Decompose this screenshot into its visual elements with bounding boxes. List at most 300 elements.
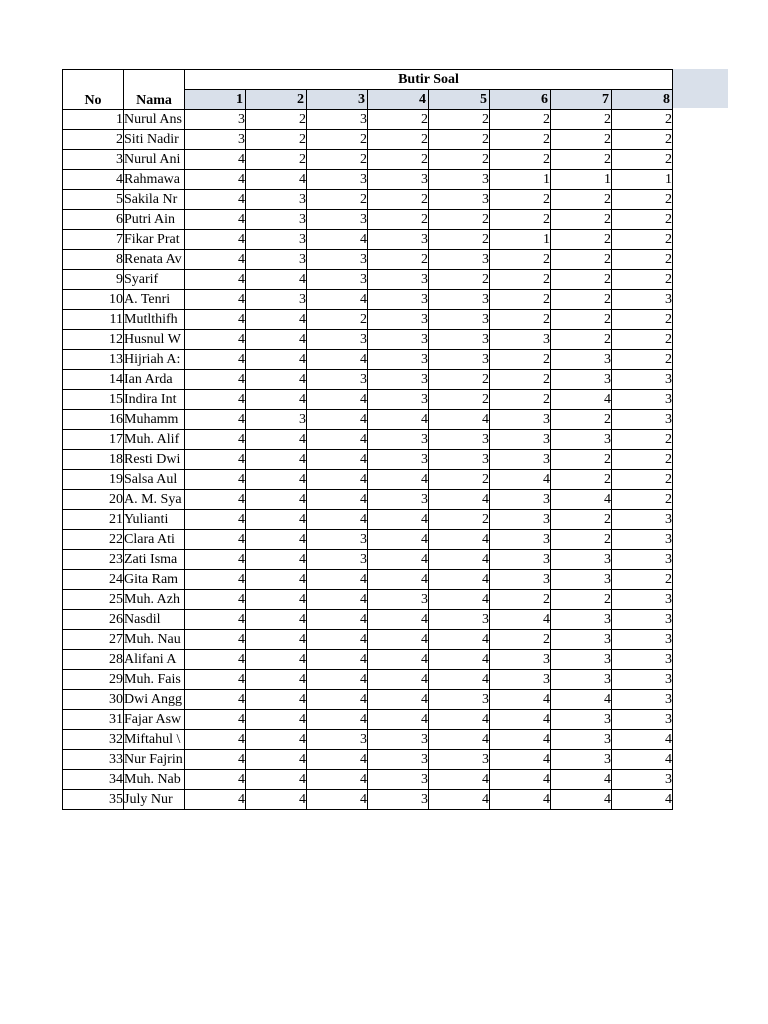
- cell-score[interactable]: 3: [612, 370, 673, 390]
- cell-no[interactable]: 25: [63, 590, 124, 610]
- cell-nama[interactable]: Nurul Ani: [124, 150, 185, 170]
- cell-score[interactable]: 3: [429, 430, 490, 450]
- header-item-2[interactable]: 2: [246, 90, 307, 110]
- cell-score[interactable]: 2: [612, 350, 673, 370]
- cell-score[interactable]: 4: [246, 650, 307, 670]
- cell-score[interactable]: 4: [185, 790, 246, 810]
- cell-score[interactable]: 1: [551, 170, 612, 190]
- cell-score[interactable]: 2: [551, 150, 612, 170]
- cell-score[interactable]: 4: [246, 770, 307, 790]
- cell-score[interactable]: 4: [429, 570, 490, 590]
- cell-score[interactable]: 4: [185, 210, 246, 230]
- cell-nama[interactable]: Nur Fajrin: [124, 750, 185, 770]
- cell-score[interactable]: 2: [490, 310, 551, 330]
- cell-nama[interactable]: Muh. Alif: [124, 430, 185, 450]
- cell-score[interactable]: 4: [246, 750, 307, 770]
- cell-score[interactable]: 4: [429, 550, 490, 570]
- cell-score[interactable]: 4: [429, 530, 490, 550]
- cell-score[interactable]: 4: [185, 590, 246, 610]
- cell-score[interactable]: 4: [490, 750, 551, 770]
- cell-score[interactable]: 4: [307, 610, 368, 630]
- cell-no[interactable]: 10: [63, 290, 124, 310]
- cell-score[interactable]: 4: [185, 530, 246, 550]
- header-item-5[interactable]: 5: [429, 90, 490, 110]
- cell-score[interactable]: 3: [490, 430, 551, 450]
- cell-score[interactable]: 4: [368, 710, 429, 730]
- cell-score[interactable]: 4: [368, 610, 429, 630]
- cell-score[interactable]: 3: [429, 310, 490, 330]
- cell-score[interactable]: 2: [429, 390, 490, 410]
- cell-score[interactable]: 4: [307, 750, 368, 770]
- cell-score[interactable]: 2: [551, 330, 612, 350]
- cell-score[interactable]: 2: [307, 310, 368, 330]
- cell-score[interactable]: 4: [185, 270, 246, 290]
- cell-score[interactable]: 3: [612, 630, 673, 650]
- cell-score[interactable]: 4: [307, 650, 368, 670]
- cell-score[interactable]: 3: [368, 390, 429, 410]
- cell-score[interactable]: 4: [246, 570, 307, 590]
- cell-score[interactable]: 2: [368, 250, 429, 270]
- cell-score[interactable]: 4: [429, 770, 490, 790]
- cell-score[interactable]: 4: [307, 350, 368, 370]
- cell-score[interactable]: 2: [307, 130, 368, 150]
- cell-score[interactable]: 3: [490, 410, 551, 430]
- cell-nama[interactable]: Hijriah A:: [124, 350, 185, 370]
- cell-no[interactable]: 21: [63, 510, 124, 530]
- cell-nama[interactable]: Miftahul \: [124, 730, 185, 750]
- cell-nama[interactable]: Syarif: [124, 270, 185, 290]
- cell-no[interactable]: 30: [63, 690, 124, 710]
- cell-score[interactable]: 3: [551, 670, 612, 690]
- cell-score[interactable]: 4: [490, 710, 551, 730]
- cell-score[interactable]: 3: [307, 170, 368, 190]
- cell-score[interactable]: 4: [307, 670, 368, 690]
- cell-nama[interactable]: Mutlthifh: [124, 310, 185, 330]
- cell-score[interactable]: 2: [612, 130, 673, 150]
- cell-score[interactable]: 3: [246, 190, 307, 210]
- cell-score[interactable]: 4: [612, 730, 673, 750]
- cell-no[interactable]: 28: [63, 650, 124, 670]
- cell-no[interactable]: 18: [63, 450, 124, 470]
- cell-no[interactable]: 12: [63, 330, 124, 350]
- cell-score[interactable]: 4: [307, 230, 368, 250]
- cell-no[interactable]: 6: [63, 210, 124, 230]
- cell-score[interactable]: 3: [612, 510, 673, 530]
- cell-score[interactable]: 4: [307, 450, 368, 470]
- cell-score[interactable]: 4: [185, 570, 246, 590]
- cell-score[interactable]: 4: [246, 170, 307, 190]
- cell-nama[interactable]: Salsa Aul: [124, 470, 185, 490]
- cell-score[interactable]: 4: [185, 730, 246, 750]
- cell-score[interactable]: 3: [612, 550, 673, 570]
- cell-score[interactable]: 3: [490, 330, 551, 350]
- cell-score[interactable]: 3: [368, 230, 429, 250]
- cell-score[interactable]: 4: [368, 470, 429, 490]
- cell-nama[interactable]: Muh. Azh: [124, 590, 185, 610]
- cell-no[interactable]: 22: [63, 530, 124, 550]
- cell-score[interactable]: 2: [490, 250, 551, 270]
- cell-score[interactable]: 3: [429, 250, 490, 270]
- cell-nama[interactable]: Husnul W: [124, 330, 185, 350]
- cell-score[interactable]: 4: [368, 650, 429, 670]
- cell-score[interactable]: 3: [307, 330, 368, 350]
- cell-nama[interactable]: Rahmawa: [124, 170, 185, 190]
- cell-score[interactable]: 4: [551, 490, 612, 510]
- cell-score[interactable]: 3: [612, 410, 673, 430]
- cell-nama[interactable]: Clara Ati: [124, 530, 185, 550]
- cell-score[interactable]: 4: [246, 530, 307, 550]
- cell-score[interactable]: 2: [490, 370, 551, 390]
- cell-score[interactable]: 2: [490, 350, 551, 370]
- cell-score[interactable]: 3: [368, 290, 429, 310]
- cell-score[interactable]: 2: [551, 530, 612, 550]
- cell-score[interactable]: 4: [185, 310, 246, 330]
- cell-score[interactable]: 4: [490, 790, 551, 810]
- cell-score[interactable]: 4: [307, 570, 368, 590]
- cell-score[interactable]: 3: [307, 530, 368, 550]
- cell-no[interactable]: 11: [63, 310, 124, 330]
- cell-score[interactable]: 2: [551, 210, 612, 230]
- cell-score[interactable]: 4: [185, 290, 246, 310]
- cell-score[interactable]: 3: [368, 330, 429, 350]
- cell-score[interactable]: 2: [612, 450, 673, 470]
- cell-score[interactable]: 2: [612, 310, 673, 330]
- cell-score[interactable]: 4: [429, 410, 490, 430]
- cell-score[interactable]: 4: [612, 750, 673, 770]
- cell-no[interactable]: 27: [63, 630, 124, 650]
- cell-score[interactable]: 4: [185, 610, 246, 630]
- cell-score[interactable]: 4: [246, 430, 307, 450]
- cell-score[interactable]: 2: [490, 150, 551, 170]
- cell-score[interactable]: 4: [185, 190, 246, 210]
- cell-score[interactable]: 2: [246, 150, 307, 170]
- cell-score[interactable]: 3: [612, 670, 673, 690]
- cell-no[interactable]: 32: [63, 730, 124, 750]
- cell-score[interactable]: 4: [551, 770, 612, 790]
- cell-score[interactable]: 4: [246, 350, 307, 370]
- cell-score[interactable]: 3: [551, 550, 612, 570]
- cell-score[interactable]: 2: [490, 290, 551, 310]
- cell-score[interactable]: 4: [490, 470, 551, 490]
- cell-score[interactable]: 4: [246, 730, 307, 750]
- cell-score[interactable]: 3: [368, 590, 429, 610]
- cell-nama[interactable]: Alifani A: [124, 650, 185, 670]
- cell-no[interactable]: 29: [63, 670, 124, 690]
- cell-score[interactable]: 3: [490, 650, 551, 670]
- cell-score[interactable]: 3: [612, 390, 673, 410]
- cell-score[interactable]: 2: [490, 190, 551, 210]
- cell-score[interactable]: 4: [307, 790, 368, 810]
- cell-score[interactable]: 3: [368, 450, 429, 470]
- cell-score[interactable]: 4: [246, 490, 307, 510]
- cell-score[interactable]: 4: [185, 350, 246, 370]
- cell-score[interactable]: 4: [307, 630, 368, 650]
- cell-score[interactable]: 4: [246, 590, 307, 610]
- cell-score[interactable]: 3: [368, 790, 429, 810]
- cell-score[interactable]: 4: [429, 790, 490, 810]
- cell-score[interactable]: 4: [185, 330, 246, 350]
- cell-score[interactable]: 2: [368, 190, 429, 210]
- cell-no[interactable]: 8: [63, 250, 124, 270]
- cell-score[interactable]: 2: [551, 190, 612, 210]
- cell-score[interactable]: 2: [429, 470, 490, 490]
- cell-score[interactable]: 4: [246, 690, 307, 710]
- cell-nama[interactable]: Siti Nadir: [124, 130, 185, 150]
- cell-no[interactable]: 17: [63, 430, 124, 450]
- cell-score[interactable]: 3: [490, 570, 551, 590]
- cell-score[interactable]: 2: [246, 130, 307, 150]
- cell-score[interactable]: 3: [612, 690, 673, 710]
- cell-no[interactable]: 13: [63, 350, 124, 370]
- cell-nama[interactable]: Zati Isma: [124, 550, 185, 570]
- cell-score[interactable]: 3: [307, 250, 368, 270]
- cell-nama[interactable]: Muh. Nau: [124, 630, 185, 650]
- cell-score[interactable]: 3: [429, 690, 490, 710]
- cell-score[interactable]: 3: [246, 230, 307, 250]
- cell-score[interactable]: 3: [429, 170, 490, 190]
- cell-nama[interactable]: Nasdil: [124, 610, 185, 630]
- cell-score[interactable]: 3: [307, 110, 368, 130]
- cell-score[interactable]: 3: [551, 710, 612, 730]
- cell-score[interactable]: 3: [307, 370, 368, 390]
- cell-score[interactable]: 3: [490, 510, 551, 530]
- cell-score[interactable]: 4: [307, 290, 368, 310]
- cell-nama[interactable]: Fajar Asw: [124, 710, 185, 730]
- cell-score[interactable]: 4: [185, 510, 246, 530]
- cell-score[interactable]: 2: [612, 230, 673, 250]
- cell-score[interactable]: 3: [429, 450, 490, 470]
- cell-score[interactable]: 1: [612, 170, 673, 190]
- cell-score[interactable]: 2: [551, 410, 612, 430]
- cell-score[interactable]: 3: [307, 730, 368, 750]
- cell-score[interactable]: 2: [551, 510, 612, 530]
- cell-no[interactable]: 34: [63, 770, 124, 790]
- cell-no[interactable]: 2: [63, 130, 124, 150]
- cell-score[interactable]: 2: [429, 370, 490, 390]
- cell-score[interactable]: 4: [307, 390, 368, 410]
- cell-score[interactable]: 4: [246, 270, 307, 290]
- cell-nama[interactable]: Fikar Prat: [124, 230, 185, 250]
- cell-score[interactable]: 4: [551, 790, 612, 810]
- cell-score[interactable]: 3: [551, 350, 612, 370]
- cell-score[interactable]: 4: [368, 510, 429, 530]
- cell-score[interactable]: 3: [307, 270, 368, 290]
- cell-score[interactable]: 4: [246, 630, 307, 650]
- cell-score[interactable]: 4: [246, 790, 307, 810]
- cell-score[interactable]: 2: [368, 210, 429, 230]
- cell-score[interactable]: 2: [429, 110, 490, 130]
- cell-score[interactable]: 4: [246, 330, 307, 350]
- cell-score[interactable]: 3: [551, 370, 612, 390]
- cell-score[interactable]: 2: [612, 110, 673, 130]
- cell-score[interactable]: 2: [612, 430, 673, 450]
- cell-score[interactable]: 3: [551, 430, 612, 450]
- cell-score[interactable]: 2: [612, 250, 673, 270]
- cell-score[interactable]: 4: [246, 310, 307, 330]
- cell-score[interactable]: 4: [185, 630, 246, 650]
- header-item-8[interactable]: 8: [612, 90, 673, 110]
- cell-score[interactable]: 3: [307, 550, 368, 570]
- cell-score[interactable]: 4: [185, 650, 246, 670]
- cell-score[interactable]: 2: [368, 130, 429, 150]
- cell-score[interactable]: 2: [490, 210, 551, 230]
- cell-score[interactable]: 4: [185, 170, 246, 190]
- cell-score[interactable]: 4: [368, 530, 429, 550]
- cell-score[interactable]: 4: [307, 470, 368, 490]
- cell-score[interactable]: 2: [612, 190, 673, 210]
- cell-score[interactable]: 3: [551, 630, 612, 650]
- cell-score[interactable]: 3: [551, 610, 612, 630]
- cell-score[interactable]: 2: [612, 210, 673, 230]
- cell-nama[interactable]: Indira Int: [124, 390, 185, 410]
- cell-nama[interactable]: Muhamm: [124, 410, 185, 430]
- cell-no[interactable]: 19: [63, 470, 124, 490]
- cell-score[interactable]: 2: [429, 270, 490, 290]
- cell-score[interactable]: 2: [429, 230, 490, 250]
- cell-score[interactable]: 3: [368, 770, 429, 790]
- cell-score[interactable]: 3: [612, 710, 673, 730]
- cell-score[interactable]: 4: [429, 650, 490, 670]
- cell-score[interactable]: 1: [490, 230, 551, 250]
- cell-score[interactable]: 2: [551, 270, 612, 290]
- cell-score[interactable]: 4: [185, 750, 246, 770]
- header-nama[interactable]: Nama: [124, 70, 185, 110]
- cell-score[interactable]: 4: [429, 630, 490, 650]
- cell-no[interactable]: 4: [63, 170, 124, 190]
- cell-score[interactable]: 3: [429, 350, 490, 370]
- cell-score[interactable]: 3: [246, 410, 307, 430]
- cell-score[interactable]: 4: [551, 390, 612, 410]
- cell-no[interactable]: 1: [63, 110, 124, 130]
- cell-nama[interactable]: A. M. Sya: [124, 490, 185, 510]
- cell-score[interactable]: 4: [185, 450, 246, 470]
- cell-score[interactable]: 4: [185, 550, 246, 570]
- cell-score[interactable]: 2: [490, 590, 551, 610]
- cell-score[interactable]: 4: [246, 470, 307, 490]
- cell-score[interactable]: 4: [185, 370, 246, 390]
- cell-no[interactable]: 3: [63, 150, 124, 170]
- cell-score[interactable]: 3: [490, 550, 551, 570]
- cell-score[interactable]: 3: [246, 210, 307, 230]
- cell-score[interactable]: 4: [185, 490, 246, 510]
- cell-score[interactable]: 4: [307, 690, 368, 710]
- cell-score[interactable]: 4: [307, 410, 368, 430]
- cell-score[interactable]: 2: [490, 130, 551, 150]
- cell-score[interactable]: 3: [368, 430, 429, 450]
- cell-score[interactable]: 2: [429, 210, 490, 230]
- cell-score[interactable]: 4: [490, 770, 551, 790]
- cell-score[interactable]: 3: [368, 730, 429, 750]
- cell-score[interactable]: 3: [490, 450, 551, 470]
- cell-score[interactable]: 4: [490, 690, 551, 710]
- cell-score[interactable]: 4: [246, 390, 307, 410]
- cell-nama[interactable]: Muh. Nab: [124, 770, 185, 790]
- cell-score[interactable]: 3: [246, 290, 307, 310]
- cell-score[interactable]: 3: [368, 170, 429, 190]
- cell-score[interactable]: 4: [307, 430, 368, 450]
- cell-score[interactable]: 3: [490, 530, 551, 550]
- cell-score[interactable]: 3: [490, 670, 551, 690]
- cell-score[interactable]: 2: [551, 290, 612, 310]
- cell-score[interactable]: 3: [551, 650, 612, 670]
- cell-score[interactable]: 2: [612, 490, 673, 510]
- cell-score[interactable]: 4: [307, 770, 368, 790]
- cell-score[interactable]: 4: [246, 710, 307, 730]
- cell-score[interactable]: 3: [368, 370, 429, 390]
- cell-score[interactable]: 3: [429, 750, 490, 770]
- cell-score[interactable]: 1: [490, 170, 551, 190]
- cell-score[interactable]: 4: [246, 370, 307, 390]
- cell-score[interactable]: 3: [551, 570, 612, 590]
- cell-nama[interactable]: Nurul Ans: [124, 110, 185, 130]
- cell-score[interactable]: 4: [185, 470, 246, 490]
- cell-score[interactable]: 4: [307, 590, 368, 610]
- cell-score[interactable]: 2: [551, 470, 612, 490]
- cell-no[interactable]: 9: [63, 270, 124, 290]
- cell-score[interactable]: 4: [429, 670, 490, 690]
- cell-score[interactable]: 3: [185, 130, 246, 150]
- cell-no[interactable]: 16: [63, 410, 124, 430]
- cell-no[interactable]: 35: [63, 790, 124, 810]
- cell-score[interactable]: 3: [368, 310, 429, 330]
- cell-score[interactable]: 4: [429, 730, 490, 750]
- cell-score[interactable]: 2: [551, 130, 612, 150]
- cell-no[interactable]: 20: [63, 490, 124, 510]
- cell-nama[interactable]: Putri Ain: [124, 210, 185, 230]
- cell-score[interactable]: 4: [185, 770, 246, 790]
- cell-score[interactable]: 2: [490, 630, 551, 650]
- cell-score[interactable]: 3: [307, 210, 368, 230]
- header-item-7[interactable]: 7: [551, 90, 612, 110]
- cell-score[interactable]: 4: [429, 710, 490, 730]
- cell-score[interactable]: 4: [185, 390, 246, 410]
- cell-nama[interactable]: Yulianti: [124, 510, 185, 530]
- header-item-3[interactable]: 3: [307, 90, 368, 110]
- cell-score[interactable]: 3: [185, 110, 246, 130]
- cell-score[interactable]: 2: [612, 330, 673, 350]
- cell-score[interactable]: 2: [429, 510, 490, 530]
- cell-score[interactable]: 2: [368, 110, 429, 130]
- cell-score[interactable]: 3: [612, 590, 673, 610]
- cell-score[interactable]: 4: [185, 150, 246, 170]
- cell-no[interactable]: 5: [63, 190, 124, 210]
- cell-score[interactable]: 2: [246, 110, 307, 130]
- cell-score[interactable]: 4: [307, 710, 368, 730]
- cell-nama[interactable]: Sakila Nr: [124, 190, 185, 210]
- cell-nama[interactable]: Resti Dwi: [124, 450, 185, 470]
- cell-score[interactable]: 3: [368, 490, 429, 510]
- cell-score[interactable]: 4: [246, 550, 307, 570]
- cell-score[interactable]: 3: [368, 750, 429, 770]
- cell-score[interactable]: 3: [612, 770, 673, 790]
- cell-score[interactable]: 2: [551, 230, 612, 250]
- cell-score[interactable]: 2: [368, 150, 429, 170]
- cell-score[interactable]: 4: [307, 510, 368, 530]
- cell-no[interactable]: 26: [63, 610, 124, 630]
- header-no[interactable]: No: [63, 70, 124, 110]
- cell-no[interactable]: 33: [63, 750, 124, 770]
- cell-no[interactable]: 15: [63, 390, 124, 410]
- cell-score[interactable]: 3: [429, 290, 490, 310]
- cell-score[interactable]: 4: [368, 670, 429, 690]
- cell-score[interactable]: 4: [185, 250, 246, 270]
- cell-score[interactable]: 4: [368, 410, 429, 430]
- cell-score[interactable]: 2: [490, 270, 551, 290]
- cell-score[interactable]: 3: [246, 250, 307, 270]
- cell-score[interactable]: 4: [185, 670, 246, 690]
- cell-score[interactable]: 4: [185, 230, 246, 250]
- cell-score[interactable]: 4: [368, 630, 429, 650]
